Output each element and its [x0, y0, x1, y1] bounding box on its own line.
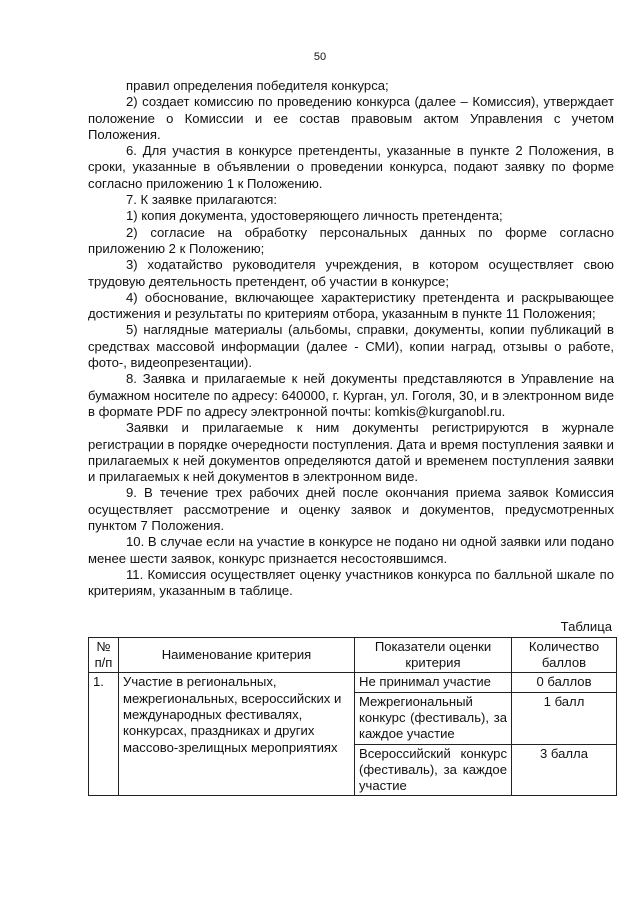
header-num: № п/п: [89, 637, 119, 673]
table-caption: Таблица: [560, 618, 612, 634]
paragraph: 8. Заявка и прилагаемые к ней документы представляются в Управление на бумажном носителе по адресу: 640000, г. Курган, ул. Гоголя, 30, и в электронном виде в формате PDF по адресу электронной почты: komkis@kurganobl.ru.: [88, 371, 614, 419]
table-row: [89, 673, 617, 692]
paragraph: 11. Комиссия осуществляет оценку участников конкурса по балльной шкале по критериям, указанным в таблице.: [88, 566, 614, 599]
criteria-table: [88, 637, 617, 797]
points-cell: 3 балла: [512, 744, 617, 796]
paragraph: Заявки и прилагаемые к ним документы регистрируются в журнале регистрации в порядке очередности поступления. Дата и время поступления заявки и прилагаемых к ней документов определяются датой и временем поступления заявки и прилагаемых к ней документов в электронном виде.: [88, 420, 614, 485]
paragraph: 3) ходатайство руководителя учреждения, в котором осуществляет свою трудовую деятельность претендент, об участии в конкурсе;: [88, 257, 614, 289]
header-points: Количество баллов: [512, 637, 617, 673]
row-num: 1.: [89, 673, 119, 796]
points-cell: 0 баллов: [512, 673, 617, 692]
header-indicators: Показатели оценки критерия: [355, 637, 512, 673]
paragraph: 2) согласие на обработку персональных данных по форме согласно приложению 2 к Положению;: [88, 224, 614, 256]
paragraph: 7. К заявке прилагаются:: [126, 192, 277, 208]
paragraph: 9. В течение трех рабочих дней после окончания приема заявок Комиссия осуществляет рассмотрение и оценку заявок и документов, предусмотренных пунктом 7 Положения.: [88, 485, 614, 534]
paragraph: 2) создает комиссию по проведению конкурса (далее – Комиссия), утверждает положение о Комиссии и ее состав правовым актом Управления с учетом Положения.: [88, 94, 614, 142]
indicator-cell: Межрегиональный конкурс (фестиваль), за каждое участие: [355, 692, 512, 744]
points-cell: 1 балл: [512, 692, 617, 744]
paragraph: 10. В случае если на участие в конкурсе не подано ни одной заявки или подано менее шести заявок, конкурс признается несостоявшимся.: [88, 534, 614, 566]
paragraph: 5) наглядные материалы (альбомы, справки, документы, копии публикаций в средствах массовой информации (далее - СМИ), копии наград, отзывы о работе, фото-, видеопрезентации).: [88, 322, 614, 371]
paragraph: 1) копия документа, удостоверяющего личность претендента;: [126, 208, 503, 224]
page-number: 50: [313, 51, 327, 63]
paragraph: 6. Для участия в конкурсе претенденты, указанные в пункте 2 Положения, в сроки, указанные в объявлении о проведении конкурса, подают заявку по форме согласно приложению 1 к Положению.: [88, 143, 614, 191]
paragraph: 4) обоснование, включающее характеристику претендента и раскрывающее достижения и результаты по критериям отбора, указанным в пункте 11 Положения;: [88, 289, 614, 322]
indicator-cell: Не принимал участие: [355, 673, 512, 692]
indicator-cell: Всероссийский конкурс (фестиваль), за каждое участие: [355, 744, 512, 796]
table-header-row: [89, 637, 617, 673]
header-criterion: Наименование критерия: [119, 637, 355, 673]
document-body: [88, 78, 614, 796]
row-criterion: Участие в региональных, межрегиональных, всероссийских и международных фестивалях, конкурсах, праздниках и других массово-зрелищных мероприятиях: [119, 673, 355, 796]
paragraph: правил определения победителя конкурса;: [126, 78, 389, 93]
